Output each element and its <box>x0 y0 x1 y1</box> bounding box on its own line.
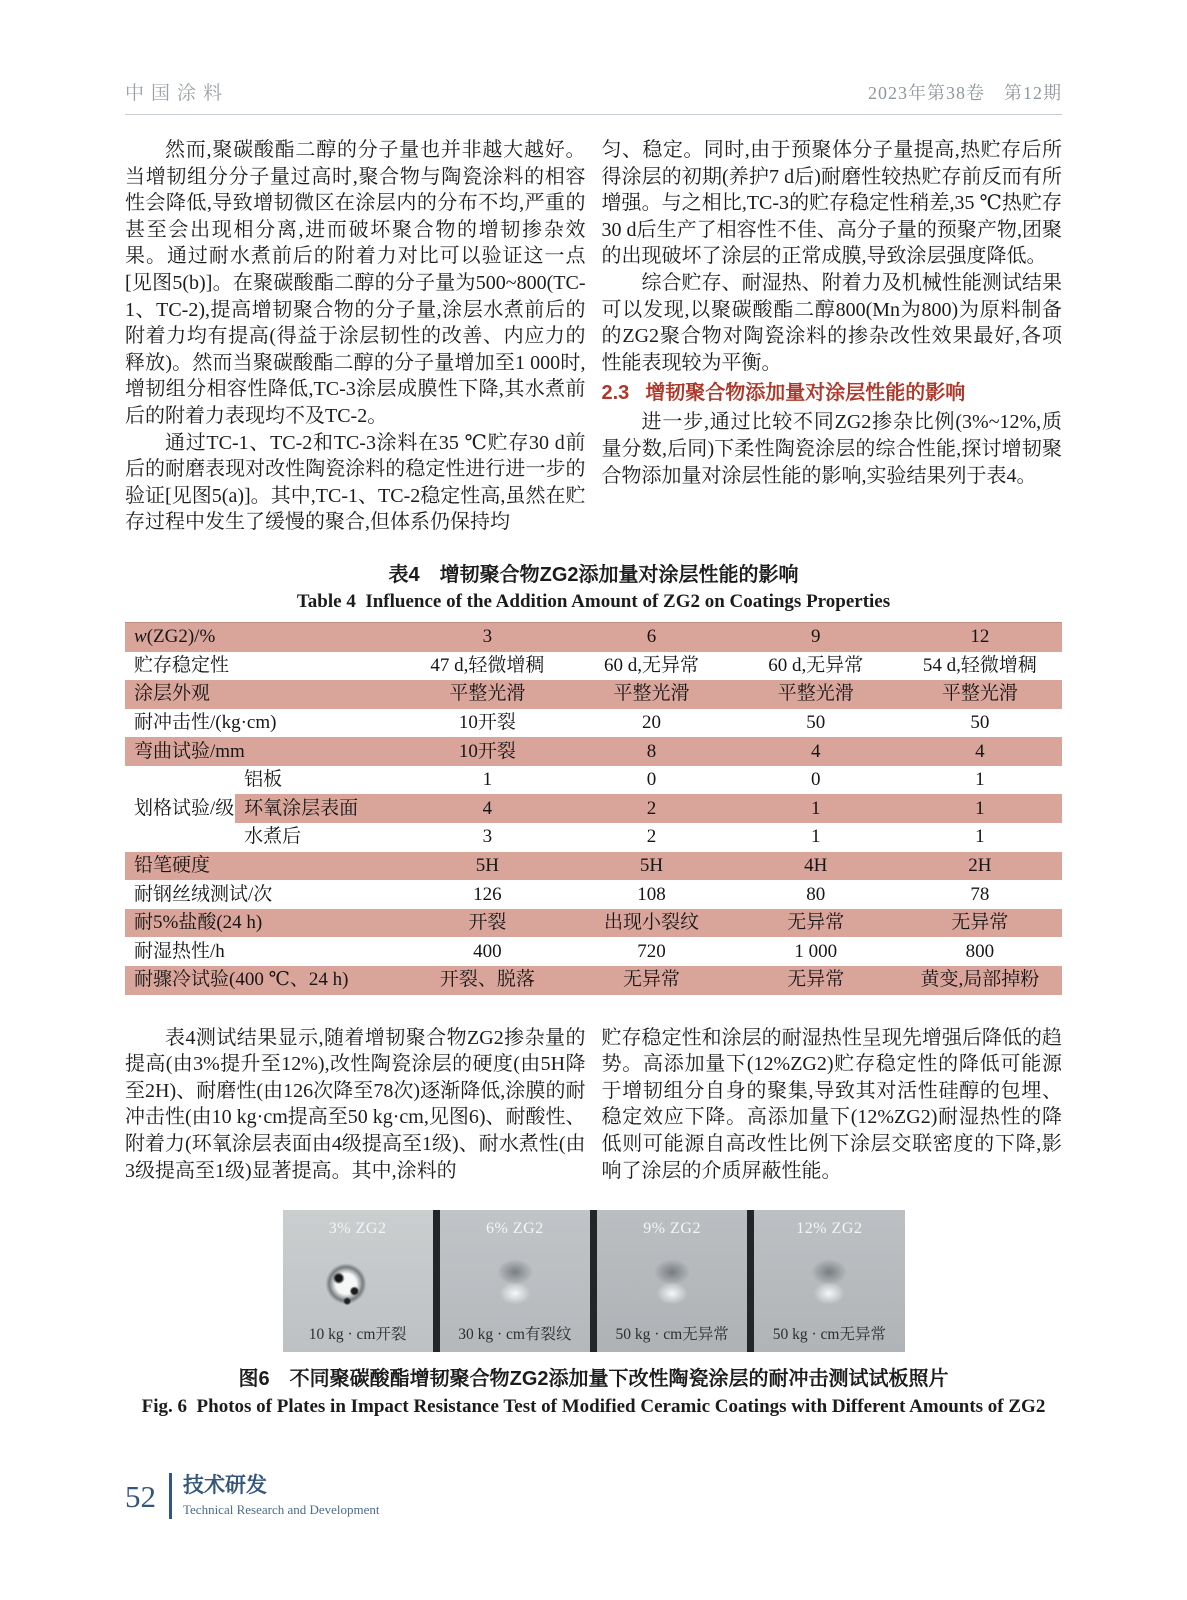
table-cell: 1 <box>810 826 821 848</box>
table-row <box>125 709 1062 738</box>
table-cell: 108 <box>637 883 666 905</box>
table-row <box>125 937 1062 966</box>
table-cell: 60 d,无异常 <box>768 654 864 676</box>
table-cell: 环氧涂层表面 <box>244 797 359 819</box>
plate-label: 9% ZG2 <box>643 1220 701 1238</box>
table-cell: 平整光滑 <box>613 683 690 705</box>
table-cell: 47 d,轻微增稠 <box>430 654 545 676</box>
table-cell: 无异常 <box>787 912 845 934</box>
page-number: 52 <box>125 1478 156 1514</box>
table-cell: 1 <box>975 769 985 791</box>
impact-dent <box>642 1253 702 1309</box>
table-cell: 1 <box>482 769 493 791</box>
table-title-cn: 表4 增韧聚合物ZG2添加量对涂层性能的影响 <box>388 563 799 586</box>
table-cell: 无异常 <box>951 912 1009 934</box>
table-section <box>125 562 1062 995</box>
test-plate-6pct <box>440 1210 590 1352</box>
table-cell: 1 <box>975 826 985 848</box>
impact-dent <box>485 1253 545 1309</box>
table-cell: 9 <box>810 626 821 648</box>
table-cell: 4 <box>482 797 493 819</box>
table-cell: 10开裂 <box>458 740 516 762</box>
figure-caption <box>125 1365 1062 1421</box>
table-cell: 耐冲击性/(kg·cm) <box>134 711 277 733</box>
paragraph: 然而,聚碳酸酯二醇的分子量也并非越大越好。当增韧组分分子量过高时,聚合物与陶瓷涂料的相容性会降低,导致增韧微区在涂层内的分布不均,严重的甚至会出现相分离,进而破坏聚合物的增韧掺杂效果。通过耐水煮前后的附着力对比可以验证这一点[见图5(b)]。在聚碳酸酯二醇的分子量为500~800(TC-1、TC-2),提高增韧聚合物的分子量,涂层水煮前后的附着力均有提高(得益于涂层韧性的改善、内应力的释放)。然而当聚碳酸酯二醇的分子量增加至1 000时,增韧组分相容性降低,TC-3涂层成膜性下降,其水煮前后的附着力表现均不及TC-2。 <box>125 139 586 427</box>
table-cell: 12 <box>970 626 990 648</box>
table-cell: 78 <box>970 883 990 905</box>
table-cell: 耐钢丝绒测试/次 <box>134 883 273 905</box>
table-row <box>125 823 1062 852</box>
table-cell: 60 d,无异常 <box>604 654 700 676</box>
table-title-en: Table 4 Influence of the Addition Amount of ZG2 on Coatings Properties <box>296 590 891 612</box>
table-cell: 铅笔硬度 <box>134 854 211 876</box>
table-cell: 耐骤冷试验(400 ℃、24 h) <box>134 969 349 991</box>
table-cell: 800 <box>965 940 995 962</box>
table-cell: 1 <box>810 797 821 819</box>
table-cell: 400 <box>473 940 502 962</box>
table-cell: 50 <box>806 711 826 733</box>
performance-table <box>125 622 1062 995</box>
table-cell: 4 <box>810 740 821 762</box>
right-column <box>602 1025 1063 1185</box>
paragraph: 匀、稳定。同时,由于预聚体分子量提高,热贮存后所得涂层的初期(养护7 d后)耐磨性较热贮存前反而有所增强。与之相比,TC-3的贮存稳定性稍差,35 ℃热贮存30 d后生产了相容性不佳、高分子量的预聚产物,团聚的出现破坏了涂层的正常成膜,导致涂层强度降低。 <box>601 139 1062 268</box>
table-cell: 出现小裂纹 <box>604 912 700 934</box>
impact-dent-cracked <box>316 1253 376 1309</box>
test-plate-3pct <box>283 1210 433 1352</box>
table-cell: 20 <box>642 711 662 733</box>
table-cell: 1 000 <box>794 940 838 962</box>
table-cell: 54 d,轻微增稠 <box>922 654 1037 676</box>
footer-section-en: Technical Research and Development <box>183 1501 380 1517</box>
table-cell: 2 <box>646 797 657 819</box>
table-cell: 720 <box>637 940 666 962</box>
left-column <box>125 137 586 536</box>
table-cell: 5H <box>475 854 499 876</box>
test-plate-12pct <box>754 1210 904 1352</box>
figure-caption-cn: 图6 不同聚碳酸酯增韧聚合物ZG2添加量下改性陶瓷涂层的耐冲击测试试板照片 <box>238 1368 949 1391</box>
table-cell: 1 <box>975 797 985 819</box>
section-heading <box>602 380 1063 407</box>
body-bottom-section <box>125 1025 1062 1185</box>
body-top-section <box>125 137 1062 536</box>
table-cell: 6 <box>646 626 657 648</box>
table-cell: 平整光滑 <box>941 683 1018 705</box>
table-cell: 贮存稳定性 <box>134 654 230 676</box>
table-cell-group-label: 划格试验/级 <box>125 766 235 852</box>
plate-result-label: 50 kg · cm无异常 <box>772 1326 886 1344</box>
table-cell: 涂层外观 <box>134 683 211 705</box>
plate-label: 12% ZG2 <box>796 1220 863 1238</box>
impact-test-photo <box>283 1210 905 1352</box>
table-cell: 无异常 <box>623 969 681 991</box>
paragraph: 进一步,通过比较不同ZG2掺杂比例(3%~12%,质量分数,后同)下柔性陶瓷涂层的综合性能,探讨增韧聚合物添加量对涂层性能的影响,实验结果列于表4。 <box>601 411 1062 487</box>
paragraph: 贮存稳定性和涂层的耐湿热性呈现先增强后降低的趋势。高添加量下(12%ZG2)贮存稳定性的降低可能源于增韧组分自身的聚集,导致其对活性硅醇的包埋、稳定效应下降。高添加量下(12%ZG2)耐湿热性的降低则可能源自高改性比例下涂层交联密度的下降,影响了涂层的介质屏蔽性能。 <box>601 1026 1062 1182</box>
table-row <box>125 909 1062 938</box>
table-row <box>125 794 1062 823</box>
table-cell: 0 <box>646 769 657 791</box>
table-cell: 2 <box>646 826 657 848</box>
plate-result-label: 50 kg · cm无异常 <box>615 1326 729 1344</box>
test-plate-9pct <box>597 1210 747 1352</box>
table-row <box>125 880 1062 909</box>
paragraph: 综合贮存、耐湿热、附着力及机械性能测试结果可以发现,以聚碳酸酯二醇800(Mn为800)为原料制备的ZG2聚合物对陶瓷涂料的掺杂改性效果最好,各项性能表现较为平衡。 <box>601 271 1062 374</box>
journal-name: 中国涂料 <box>125 83 230 104</box>
table-cell: w(ZG2)/% <box>134 626 216 648</box>
page-footer <box>125 1473 1062 1519</box>
table-cell: 开裂 <box>468 912 507 934</box>
plate-result-label: 30 kg · cm有裂纹 <box>458 1326 572 1344</box>
figure-6 <box>125 1210 1062 1421</box>
right-column <box>602 137 1063 536</box>
left-column <box>125 1025 586 1185</box>
table-cell: 0 <box>810 769 821 791</box>
paragraph: 表4测试结果显示,随着增韧聚合物ZG2掺杂量的提高(由3%提升至12%),改性陶瓷涂层的硬度(由5H降至2H)、耐磨性(由126次降至78次)逐渐降低,涂膜的耐冲击性(由10 kg·cm提高至50 kg·cm,见图6)、耐酸性、附着力(环氧涂层表面由4级提高至1级)、耐水煮性(由3级提高至1级)显著提高。其中,涂料的 <box>125 1026 586 1182</box>
table-cell: 4H <box>804 854 828 876</box>
footer-section-cn: 技术研发 <box>183 1473 267 1497</box>
paragraph: 通过TC-1、TC-2和TC-3涂料在35 ℃贮存30 d前后的耐磨表现对改性陶瓷涂料的稳定性进行进一步的验证[见图5(a)]。其中,TC-1、TC-2稳定性高,虽然在贮存过程中发生了缓慢的聚合,但体系仍保持均 <box>125 431 586 534</box>
table-cell: 126 <box>473 883 502 905</box>
plate-result-label: 10 kg · cm开裂 <box>308 1326 407 1344</box>
figure-caption-en: Fig. 6 Photos of Plates in Impact Resistance Test of Modified Ceramic Coatings with Different Amounts of ZG2 <box>141 1396 1046 1418</box>
table-cell: 50 <box>970 711 990 733</box>
table-cell: 8 <box>646 740 657 762</box>
table-cell: 5H <box>639 854 664 876</box>
table-cell: 平整光滑 <box>449 683 526 705</box>
table-cell: 耐5%盐酸(24 h) <box>134 912 263 934</box>
table-cell: 黄变,局部掉粉 <box>920 969 1040 991</box>
plate-label: 3% ZG2 <box>328 1220 387 1238</box>
table-cell: 2H <box>968 854 992 876</box>
table-cell: 铝板 <box>244 769 283 791</box>
table-cell: 弯曲试验/mm <box>134 740 245 762</box>
table-cell: 平整光滑 <box>777 683 854 705</box>
table-cell: 水煮后 <box>244 826 302 848</box>
table-cell: 3 <box>482 626 493 648</box>
table-cell: 4 <box>975 740 985 762</box>
table-cell: 10开裂 <box>458 711 516 733</box>
table-row <box>125 766 1062 795</box>
table-row <box>125 966 1062 995</box>
table-cell: 80 <box>806 883 826 905</box>
section-title: 增韧聚合物添加量对涂层性能的影响 <box>645 382 966 405</box>
section-number: 2.3 <box>601 382 630 405</box>
page-header <box>125 78 1062 115</box>
table-cell: 开裂、脱落 <box>439 969 535 991</box>
table-row <box>125 852 1062 881</box>
table-cell: 3 <box>482 826 493 848</box>
table-row <box>125 652 1062 681</box>
table-cell: 耐湿热性/h <box>134 940 225 962</box>
table-header-row <box>125 622 1062 651</box>
table-row <box>125 680 1062 709</box>
issue-info: 2023年第38卷 第12期 <box>868 83 1062 103</box>
footer-divider <box>169 1473 172 1519</box>
plate-label: 6% ZG2 <box>486 1220 544 1238</box>
impact-dent <box>799 1253 859 1309</box>
table-cell: 无异常 <box>787 969 845 991</box>
table-row <box>125 737 1062 766</box>
